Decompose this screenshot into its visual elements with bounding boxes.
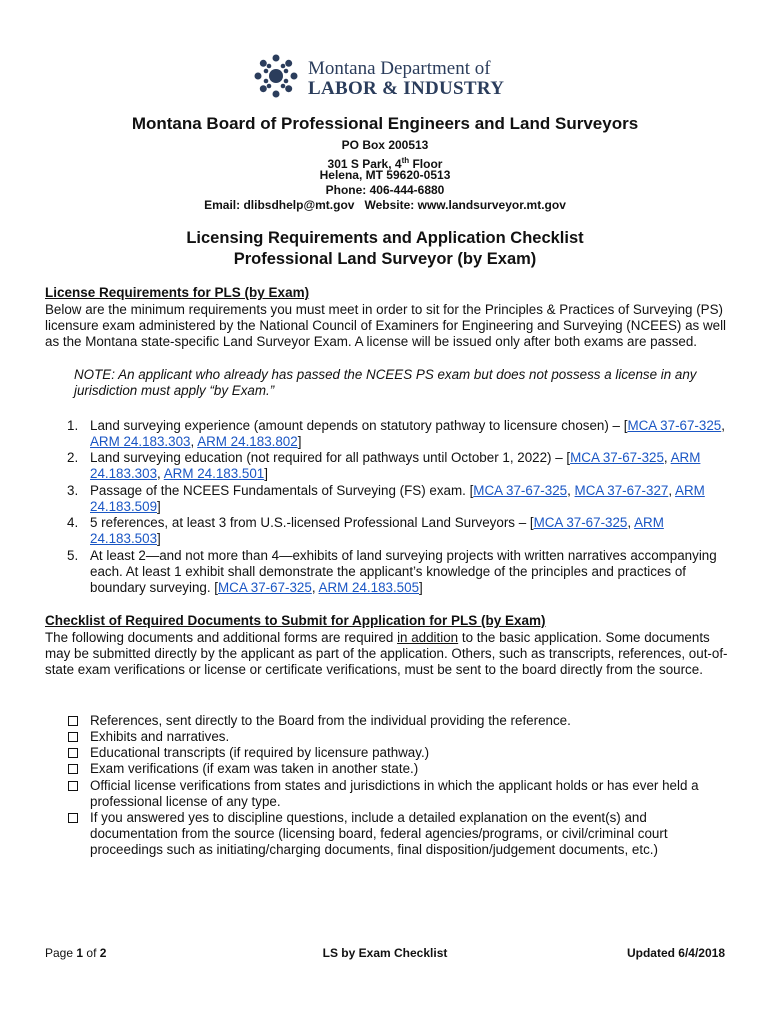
updated-date: Updated 6/4/2018	[626, 946, 725, 960]
checkbox[interactable]	[68, 748, 78, 758]
state-seal-icon	[252, 52, 300, 100]
phone: Phone: 406-444-6880	[325, 183, 445, 197]
item-number: 5.	[67, 548, 79, 563]
item-text: Passage of the NCEES Fundamentals of Surveying (FS) exam. [	[90, 483, 474, 498]
item-number: 2.	[67, 450, 79, 465]
link-arm-24-183-303[interactable]: ARM 24.183.303	[90, 450, 701, 482]
link-arm-24-183-509[interactable]: ARM 24.183.509	[90, 483, 705, 515]
checklist-item-text: Educational transcripts (if required by licensure pathway.)	[90, 745, 430, 760]
page-current: 1	[76, 946, 84, 960]
agency-logo	[252, 52, 522, 106]
checklist-item-text: Exam verifications (if exam was taken in another state.)	[90, 761, 419, 776]
street-address-sup: th	[401, 156, 410, 165]
item-number: 3.	[67, 483, 79, 498]
checkbox[interactable]	[68, 716, 78, 726]
street-address-pre: 301 S Park, 4	[327, 157, 402, 171]
item-close: ]	[264, 466, 268, 482]
website: Website: www.landsurveyor.mt.gov	[364, 198, 566, 212]
item-text: At least 2—and not more than 4—exhibits of land surveying projects with written narratives accompanying each. At least 1 exhibit shall demonstrate the applicant’s knowledge of the principles and practices of boundary surveying. [	[90, 548, 717, 596]
link-mca-37-67-327[interactable]: MCA 37-67-327	[574, 483, 669, 498]
item-text: Land surveying experience (amount depends on statutory pathway to licensure chosen) – [	[90, 418, 628, 433]
link-mca-37-67-325[interactable]: MCA 37-67-325	[627, 418, 722, 433]
email: Email: dlibsdhelp@mt.gov	[204, 198, 355, 212]
item-close: ]	[157, 531, 161, 547]
contact-line	[0, 198, 770, 213]
checklist-heading: Checklist of Required Documents to Submit for Application for PLS (by Exam)	[45, 613, 546, 628]
requirements-heading: License Requirements for PLS (by Exam)	[45, 285, 310, 300]
checkbox[interactable]	[68, 781, 78, 791]
logo-text-line1: Montana Department of	[308, 58, 491, 79]
link-arm-24-183-503[interactable]: ARM 24.183.503	[90, 515, 664, 547]
page-total: 2	[99, 946, 107, 960]
doc-title-line2: Professional Land Surveyor (by Exam)	[233, 250, 537, 268]
checklist-item-text: References, sent directly to the Board from the individual providing the reference.	[90, 713, 571, 728]
po-box: PO Box 200513	[341, 138, 429, 152]
item-close: ]	[157, 499, 161, 515]
requirements-intro: Below are the minimum requirements you must meet in order to sit for the Principles & Practices of Surveying (PS) licensure exam administered by the National Council of Examiners for Engineering and Surveying (NCEES) as well as the Montana state-specific Land Surveyor Exam. A license will be issued only after both exams are passed.	[45, 302, 727, 350]
item-close: ]	[297, 434, 302, 450]
footer-title: LS by Exam Checklist	[322, 946, 448, 960]
checklist-intro-a: The following documents and additional forms are required	[45, 630, 398, 645]
requirements-note: NOTE: An applicant who already has passed the NCEES PS exam but does not possess a license in any jurisdiction must apply “by Exam.”	[74, 367, 697, 399]
page-word: Page	[45, 946, 74, 960]
link-mca-37-67-325[interactable]: MCA 37-67-325	[473, 483, 568, 498]
checklist-item-text: Official license verifications from states and jurisdictions in which the applicant holds or has ever held a professional license of any type.	[90, 778, 699, 810]
link-mca-37-67-325[interactable]: MCA 37-67-325	[570, 450, 664, 465]
street-address-post: Floor	[409, 157, 443, 171]
link-mca-37-67-325[interactable]: MCA 37-67-325	[218, 580, 312, 596]
link-arm-24-183-303[interactable]: ARM 24.183.303	[90, 434, 191, 450]
item-number: 4.	[67, 515, 79, 530]
item-number: 1.	[67, 418, 79, 433]
checklist-intro-b: to the basic application. Some documents may be submitted directly by the applicant as part of the application. Others, such as transcripts, references, out-of-state exam verifications or license or certificate verifications, must be sent to the board directly from the source.	[45, 630, 728, 678]
board-name: Montana Board of Professional Engineers and Land Surveyors	[131, 114, 639, 133]
link-arm-24-183-505[interactable]: ARM 24.183.505	[318, 580, 420, 596]
item-text: 5 references, at least 3 from U.S.-licensed Professional Land Surveyors – [	[90, 515, 534, 530]
item-text: Land surveying education (not required for all pathways until October 1, 2022) – [	[90, 450, 571, 465]
checkbox[interactable]	[68, 764, 78, 774]
link-arm-24-183-501[interactable]: ARM 24.183.501	[163, 466, 265, 482]
checklist-item-text: If you answered yes to discipline questions, include a detailed explanation on the event(s) and documentation from the source (licensing board, federal agencies/programs, or civil/criminal court proceedings such as initiating/charging documents, final disposition/judgement documents, etc.)	[90, 810, 668, 858]
page-of: of	[86, 946, 97, 960]
logo-text-line2: LABOR & INDUSTRY	[308, 78, 505, 99]
link-mca-37-67-325[interactable]: MCA 37-67-325	[533, 515, 628, 530]
checkbox[interactable]	[68, 732, 78, 742]
checklist-intro-underlined: in addition	[397, 630, 459, 645]
doc-title-line1: Licensing Requirements and Application Checklist	[186, 229, 584, 247]
city-address: Helena, MT 59620-0513	[319, 168, 451, 182]
link-arm-24-183-802[interactable]: ARM 24.183.802	[197, 434, 298, 450]
checklist-intro	[45, 630, 730, 679]
checklist-item-text: Exhibits and narratives.	[90, 729, 230, 744]
item-close: ]	[419, 580, 423, 596]
checkbox[interactable]	[68, 813, 78, 823]
